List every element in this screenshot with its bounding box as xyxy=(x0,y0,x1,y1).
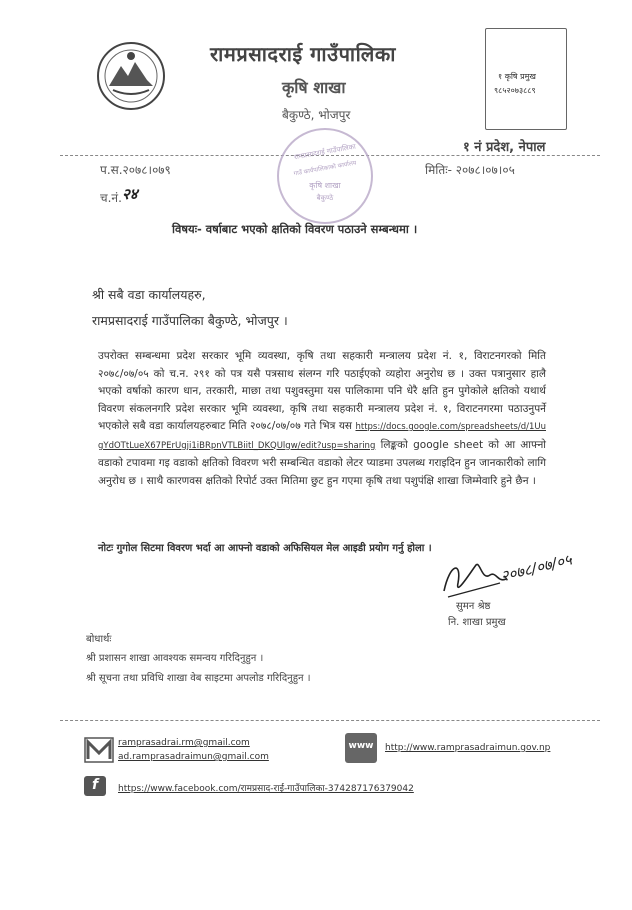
recipient-line2: रामप्रसादराई गाउँपालिका बैकुण्ठे, भोजपुर । xyxy=(92,313,288,328)
footer-divider xyxy=(60,720,600,721)
branch-name: कृषि शाखा xyxy=(282,78,346,97)
signature-date: २०७८/०७/०५ xyxy=(498,550,574,586)
office-round-stamp xyxy=(277,128,373,224)
letter-subject: विषयः- वर्षाबाट भएको क्षतिको विवरण पठाउने सम्बन्धमा । xyxy=(172,222,418,236)
cc-line1: श्री प्रशासन शाखा आवश्यक समन्वय गरिदिनुहुन । xyxy=(86,653,264,664)
cc-label: बोधार्थः xyxy=(86,634,112,645)
email-link-1[interactable]: ramprasadrai.rm@gmail.com xyxy=(118,738,250,748)
recipient-line1: श्री सबै वडा कार्यालयहरु, xyxy=(92,287,206,302)
stamp-box-line2: ९८५२०७३८८९ xyxy=(494,86,536,95)
chalani-number: २४ xyxy=(122,185,138,203)
body-paragraph-1: उपरोक्त सम्बन्धमा प्रदेश सरकार भूमि व्यवस्था, कृषि तथा सहकारी मन्त्रालय प्रदेश नं. १, विराटनगरको मिति २०७८/०७/०५ को च.न. २९१ को पत्र यसै पत्रसाथ संलग्न गरि पठाईएको व्यहोरा अनुरोध छ । उक्त पत्रानुसार हालै भएको वर्षाको कारण धान, तरकारी, माछा तथा पशुवस्तुमा यस पालिकामा पनि धेरै क्षति हुन पुगेकोले क्षतिको यथार्थ विवरण संकलनगरि प्रदेश सरकार भूमि व्यवस्था, कृषि तथा सहकारी मन्त्रालय प्रदेश नं. १, विराटनगरमा पठाउनुपर्ने भएकोले सबै वडा कार्यालयहरुबाट मिति २०७८/०७/०७ गते भित्र यस xyxy=(98,350,546,432)
cc-line2: श्री सूचना तथा प्रविधि शाखा वेब साइटमा अपलोड गरिदिनुहुन । xyxy=(86,673,311,684)
stamp-box-line1: १ कृषि प्रमुख xyxy=(498,72,536,81)
website-link[interactable]: http://www.ramprasadraimun.gov.np xyxy=(385,743,551,753)
www-icon xyxy=(345,733,377,763)
stamp-line1: रामप्रसादराई गाउँपालिका xyxy=(293,142,357,162)
www-icon-text: www xyxy=(348,741,374,751)
facebook-link[interactable]: https://www.facebook.com/रामप्रसाद-राई-गाउँपालिका-374287176379042 xyxy=(118,784,414,794)
note-text: नोटः गुगोल सिटमा विवरण भर्दा आ आफ्नो वडाको अफिसियल मेल आइडी प्रयोग गर्नु होला । xyxy=(98,543,432,554)
office-name: रामप्रसादराई गाउँपालिका xyxy=(210,42,396,66)
province-name: १ नं प्रदेश, नेपाल xyxy=(463,140,546,155)
facebook-icon xyxy=(84,776,106,796)
body-paragraph-2: लिङ्कको google sheet को आ आफ्नो वडाको टपावमा गइ वडाको क्षतिको विवरण भरी सम्बन्धित वडाको लेटर प्याडमा उपलब्ध गराइदिन हुन जानकारीको लागि अनुरोध छ । साथै कारणवस क्षतिको रिपोर्ट उक्त मितिमा छुट हुन गएमा कृषि तथा पशुपंक्षि शाखा जिम्मेवारि हुने छैन । xyxy=(98,438,546,487)
signatory-name: सुमन श्रेष्ठ xyxy=(456,601,491,612)
letter-body xyxy=(98,348,546,490)
chalani-label: च.नं. xyxy=(100,191,122,205)
contact-stamp-box xyxy=(485,28,567,130)
facebook-icon-text: f xyxy=(91,777,99,793)
letter-date: मितिः- २०७८।०७।०५ xyxy=(425,163,515,177)
signatory-designation: नि. शाखा प्रमुख xyxy=(448,617,506,628)
mail-icon xyxy=(84,737,114,763)
stamp-line4: बैकुण्ठे xyxy=(316,194,334,202)
email-link-2[interactable]: ad.ramprasadraimun@gmail.com xyxy=(118,752,269,762)
google-sheet-link[interactable]: https://docs.google.com/spreadsheets/d/1UugYdOTtLueX67PErUgji1iBRpnVTLBiitl_DKQUlgw/edit?usp=sharing xyxy=(98,422,546,451)
nepal-emblem-icon xyxy=(95,40,167,112)
stamp-line2: गाउँ कार्यपालिकाको कार्यालय xyxy=(293,159,357,178)
patra-sankhya: प.स.२०७८।०७९ xyxy=(100,163,171,177)
office-location: बैकुण्ठे, भोजपुर xyxy=(282,108,351,122)
stamp-line3: कृषि शाखा xyxy=(309,181,341,190)
